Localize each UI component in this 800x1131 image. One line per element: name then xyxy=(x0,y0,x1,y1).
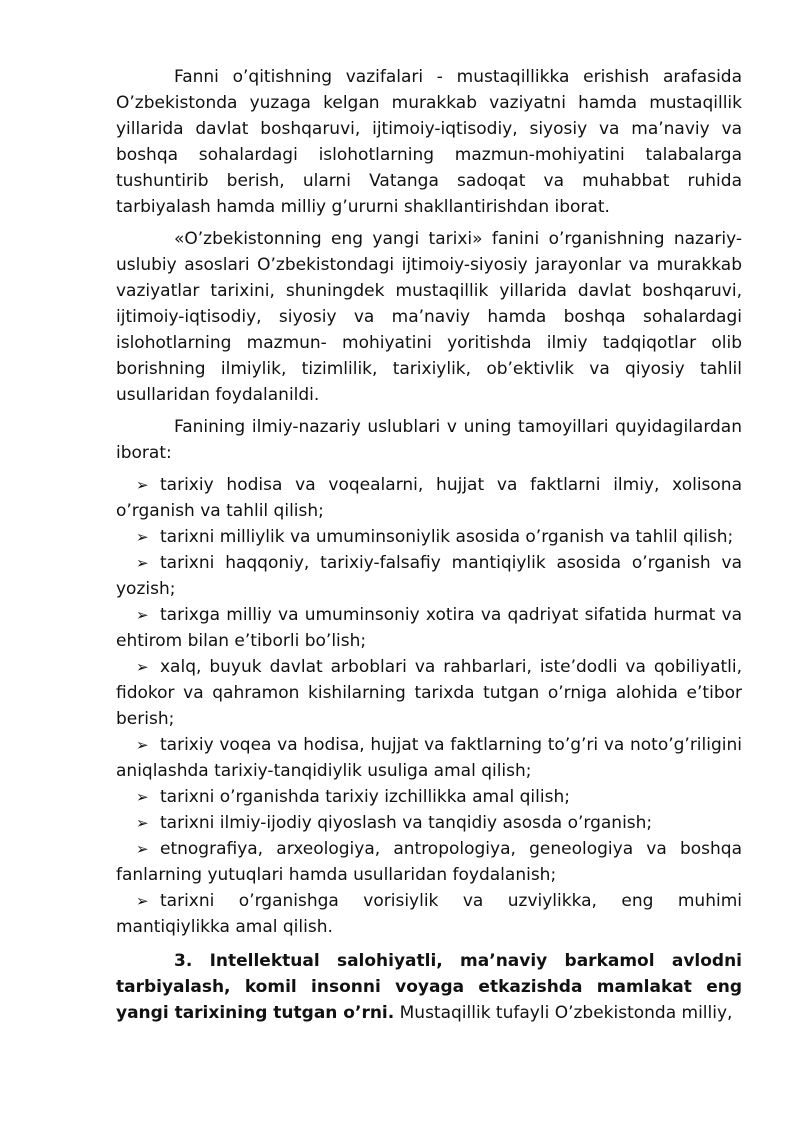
arrow-bullet-icon: ➢ xyxy=(136,736,149,754)
paragraph-course-tasks: Fanni o’qitishning vazifalari - mustaqillikka erishish arafasida O’zbekistonda yuzaga kelgan murakkab vaziyatni hamda mustaqillik yillarida davlat boshqaruvi, ijtimoiy-iqtisodiy, siyosiy va ma’naviy va boshqa sohalardagi islohotlarning mazmun-mohiyatini talabalarga tushuntirib berish, ularni Vatanga sadoqat va muhabbat ruhida tarbiyalash hamda milliy g’ururni shakllantirishdan iborat. xyxy=(116,67,742,217)
list-item: ➢ tarixiy voqea va hodisa, hujjat va faktlarning to’g’ri va noto’g’riligini aniqlashda tarixiy-tanqidiylik usuliga amal qilish; xyxy=(116,732,742,784)
arrow-bullet-icon: ➢ xyxy=(136,528,149,546)
list-item: ➢ etnografiya, arxeologiya, antropologiya, geneologiya va boshqa fanlarning yutuqlari hamda usullaridan foydalanish; xyxy=(116,836,742,888)
list-item: ➢ tarixni o’rganishga vorisiylik va uzviylikka, eng muhimi mantiqiylikka amal qilish. xyxy=(116,888,742,940)
list-item: ➢ tarixni ilmiy-ijodiy qiyoslash va tanqidiy asosda o’rganish; xyxy=(116,810,742,836)
list-item: ➢ tarixni o’rganishda tarixiy izchillikka amal qilish; xyxy=(116,784,742,810)
arrow-bullet-icon: ➢ xyxy=(136,658,149,676)
section-text: Mustaqillik tufayli O’zbekistonda milliy, xyxy=(394,1003,733,1023)
paragraph-methodology: «O’zbekistonning eng yangi tarixi» fanini o’rganishning nazariy-uslubiy asoslari O’zbekistondagi ijtimoiy-siyosiy jarayonlar va murakkab vaziyatlar tarixini, shuningdek mustaqillik yillarida davlat boshqaruvi, ijtimoiy-iqtisodiy, siyosiy va ma’naviy hamda boshqa sohalardagi islohotlarning mazmun- mohiyatini yoritishda ilmiy tadqiqotlar olib borishning ilmiylik, tizimlilik, tarixiylik, ob’ektivlik va qiyosiy tahlil usullaridan foydalanildi. xyxy=(116,229,742,405)
paragraph-principles-intro: Fanining ilmiy-nazariy uslublari v uning tamoyillari quyidagilardan iborat: xyxy=(116,417,742,463)
arrow-bullet-icon: ➢ xyxy=(136,788,149,806)
arrow-bullet-icon: ➢ xyxy=(136,476,149,494)
list-item: ➢ tarixni milliylik va umuminsoniylik asosida o’rganish va tahlil qilish; xyxy=(116,524,742,550)
list-item: ➢ tarixga milliy va umuminsoniy xotira va qadriyat sifatida hurmat va ehtirom bilan e’tiborli bo’lish; xyxy=(116,602,742,654)
principles-list xyxy=(116,472,742,940)
arrow-bullet-icon: ➢ xyxy=(136,814,149,832)
section-heading: 3. Intellektual salohiyatli, ma’naviy barkamol avlodni tarbiyalash, komil insonni voyaga etkazishda mamlakat eng yangi tarixining tutgan o’rni. xyxy=(116,951,742,1023)
list-item: ➢ tarixiy hodisa va voqealarni, hujjat va faktlarni ilmiy, xolisona o’rganish va tahlil qilish; xyxy=(116,472,742,524)
arrow-bullet-icon: ➢ xyxy=(136,840,149,858)
arrow-bullet-icon: ➢ xyxy=(136,554,149,572)
list-item: ➢ tarixni haqqoniy, tarixiy-falsafiy mantiqiylik asosida o’rganish va yozish; xyxy=(116,550,742,602)
list-item: ➢ xalq, buyuk davlat arboblari va rahbarlari, iste’dodli va qobiliyatli, fidokor va qahramon kishilarning tarixda tutgan o’rniga alohida e’tibor berish; xyxy=(116,654,742,732)
arrow-bullet-icon: ➢ xyxy=(136,892,149,910)
arrow-bullet-icon: ➢ xyxy=(136,606,149,624)
section-3-paragraph xyxy=(116,948,742,1026)
